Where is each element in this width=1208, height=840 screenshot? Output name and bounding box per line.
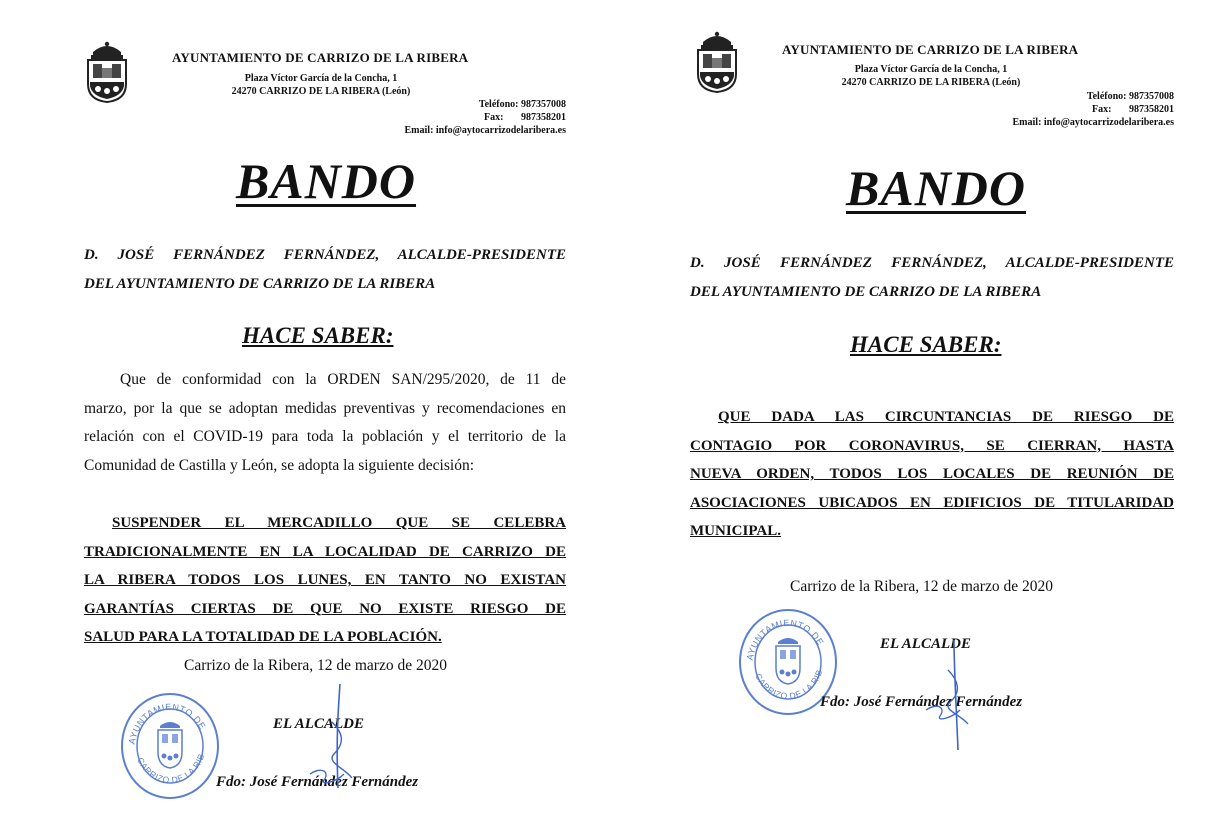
mayor-heading-line: DEL AYUNTAMIENTO DE CARRIZO DE LA RIBERA	[690, 284, 1042, 300]
svg-text:AYUNTAMIENTO DE: AYUNTAMIENTO DE	[126, 701, 208, 746]
address-line: Plaza Víctor García de la Concha, 1	[854, 64, 1008, 75]
bando-document-locales	[604, 0, 1208, 840]
svg-text:CARRIZO DE LA RIBERA (León): CARRIZO DE LA RIBERA (León)	[114, 682, 207, 786]
signed-by-line: Fdo: José Fernández Fernández	[216, 774, 419, 790]
phone-number: Teléfono: 987357008	[1086, 91, 1174, 102]
fax-number	[360, 111, 566, 124]
signatory-title: EL ALCALDE	[880, 636, 971, 652]
svg-text:CARRIZO DE LA RIBERA (León): CARRIZO DE LA RIBERA (León)	[732, 598, 825, 702]
organization-name: AYUNTAMIENTO DE CARRIZO DE LA RIBERA	[172, 50, 469, 65]
address-line: 24270 CARRIZO DE LA RIBERA (León)	[841, 77, 1021, 88]
decision-line: CONTAGIO POR CORONAVIRUS, SE CIERRAN, HASTA	[690, 437, 1174, 454]
decision-line: ASOCIACIONES UBICADOS EN EDIFICIOS DE TITULARIDAD	[690, 494, 1174, 511]
decision-line: TRADICIONALMENTE EN LA LOCALIDAD DE CARRIZO DE	[84, 543, 566, 560]
place-and-date: Carrizo de la Ribera, 12 de marzo de 2020	[790, 578, 1053, 595]
signed-by-line: Fdo: José Fernández Fernández	[820, 694, 1023, 710]
fax-value: 987358201	[1129, 104, 1174, 115]
intro-line: Comunidad de Castilla y León, se adopta la siguiente decisión:	[84, 456, 474, 474]
decision-line: MUNICIPAL.	[690, 523, 781, 539]
decision-paragraph	[690, 403, 1174, 546]
decision-line: QUE DADA LAS CIRCUNTANCIAS DE RIESGO DE	[718, 409, 1174, 425]
mayor-heading-line: D. JOSÉ FERNÁNDEZ FERNÁNDEZ, ALCALDE-PRESIDENTE	[84, 247, 566, 263]
svg-text:AYUNTAMIENTO DE: AYUNTAMIENTO DE	[744, 617, 826, 662]
document-title: BANDO	[236, 153, 417, 209]
intro-line: marzo, por la que se adoptan medidas preventivas y recomendaciones en	[84, 399, 566, 417]
address-line: 24270 CARRIZO DE LA RIBERA (León)	[231, 86, 411, 97]
fax-number	[968, 103, 1174, 116]
municipal-coat-of-arms-icon	[694, 28, 740, 94]
municipal-coat-of-arms-icon	[84, 38, 130, 104]
address-line: Plaza Víctor García de la Concha, 1	[244, 73, 398, 84]
decision-line: SUSPENDER EL MERCADILLO QUE SE CELEBRA	[112, 515, 566, 531]
signatory-title: EL ALCALDE	[273, 716, 364, 732]
intro-line: relación con el COVID-19 para toda la población y el territorio de la	[84, 428, 566, 445]
fax-label: Fax:	[1092, 104, 1112, 115]
fax-label: Fax:	[484, 112, 504, 123]
email-address: Email: info@aytocarrizodelaribera.es	[404, 125, 566, 136]
document-title: BANDO	[846, 160, 1027, 216]
mayor-heading-line: D. JOSÉ FERNÁNDEZ FERNÁNDEZ, ALCALDE-PRESIDENTE	[690, 255, 1174, 271]
organization-name: AYUNTAMIENTO DE CARRIZO DE LA RIBERA	[782, 42, 1079, 57]
place-and-date: Carrizo de la Ribera, 12 de marzo de 2020	[184, 657, 447, 674]
intro-line: Que de conformidad con la ORDEN SAN/295/2020, de 11 de	[120, 371, 566, 388]
decision-paragraph	[84, 509, 566, 652]
announcement-heading: HACE SABER:	[850, 332, 1002, 357]
mayor-heading-line: DEL AYUNTAMIENTO DE CARRIZO DE LA RIBERA	[84, 276, 436, 292]
announcement-heading: HACE SABER:	[242, 323, 394, 348]
intro-paragraph	[84, 366, 566, 480]
decision-line: GARANTÍAS CIERTAS DE QUE NO EXISTE RIESGO DE	[84, 600, 566, 617]
email-address: Email: info@aytocarrizodelaribera.es	[1012, 117, 1174, 128]
official-stamp-icon	[114, 682, 222, 800]
fax-value: 987358201	[521, 112, 566, 123]
phone-number: Teléfono: 987357008	[478, 99, 566, 110]
decision-line: LA RIBERA TODOS LOS LUNES, EN TANTO NO EXISTAN	[84, 572, 566, 588]
decision-line: SALUD PARA LA TOTALIDAD DE LA POBLACIÓN.	[84, 629, 442, 645]
decision-line: NUEVA ORDEN, TODOS LOS LOCALES DE REUNIÓN DE	[690, 466, 1174, 482]
